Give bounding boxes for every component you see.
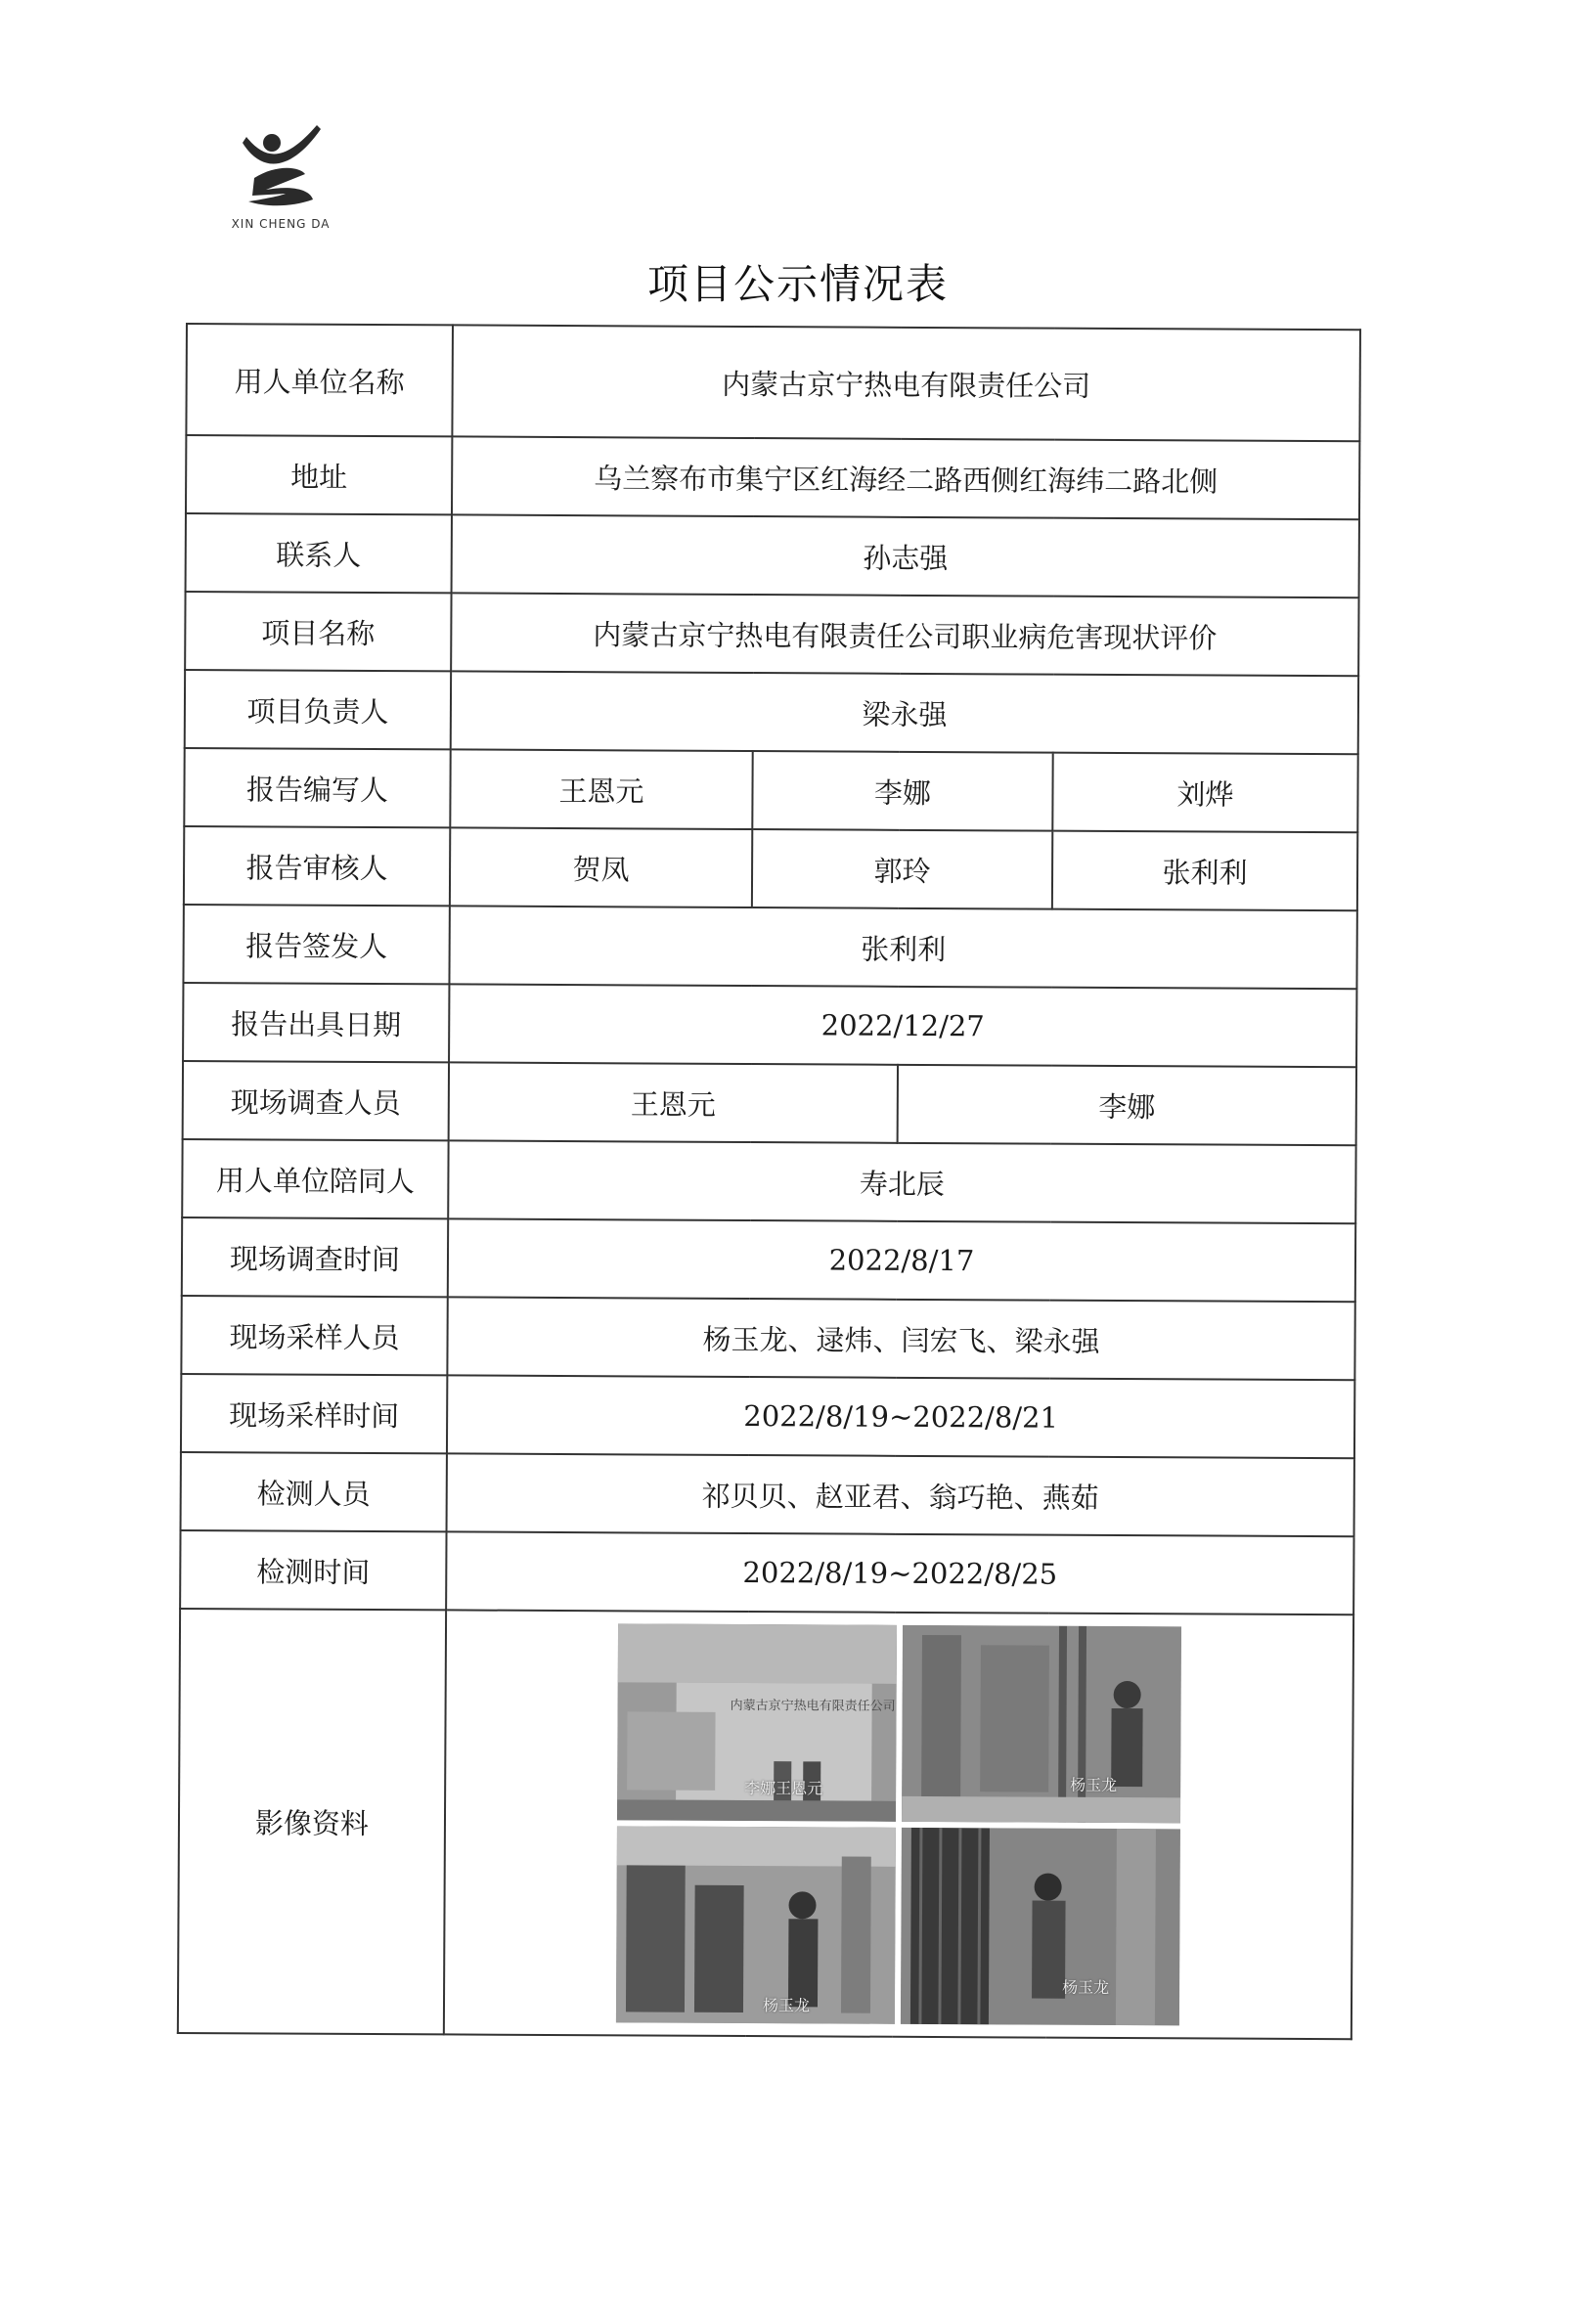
employer-escort-value: 寿北辰 [448,1140,1355,1223]
photo-caption: 杨玉龙 [1070,1775,1118,1795]
site-photo [616,1826,896,2023]
employer-escort-label: 用人单位陪同人 [182,1139,448,1218]
site-photo [902,1625,1181,1823]
report-writers-label: 报告编写人 [184,748,450,827]
sampling-time-label: 现场采样时间 [181,1374,447,1453]
photo-caption: 杨玉龙 [762,1996,811,2015]
table-row [181,1296,1354,1380]
testing-staff-label: 检测人员 [181,1452,447,1531]
survey-time-value: 2022/8/17 [448,1218,1355,1302]
report-signer-label: 报告签发人 [183,905,449,984]
xincheng-logo-icon [227,117,334,225]
table-row [183,983,1356,1067]
address-label: 地址 [186,435,452,514]
employer-label: 用人单位名称 [186,324,453,436]
report-reviewer-1: 贺凤 [450,827,752,907]
testing-time-value: 2022/8/19~2022/8/25 [446,1531,1353,1614]
project-name-label: 项目名称 [185,592,451,671]
table-row [182,1139,1355,1223]
images-label: 影像资料 [178,1609,446,2034]
survey-time-label: 现场调查时间 [182,1217,448,1297]
table-row [180,1530,1353,1614]
site-photo [617,1623,897,1821]
logo-text: XIN CHENG DA [231,217,331,231]
report-date-label: 报告出具日期 [183,983,449,1062]
report-reviewer-3: 张利利 [1052,831,1357,911]
report-writer-1: 王恩元 [450,749,752,829]
table-row [185,592,1358,676]
report-writer-3: 刘烨 [1052,753,1357,833]
sampling-staff-value: 杨玉龙、逯炜、闫宏飞、梁永强 [447,1297,1354,1380]
project-name-value: 内蒙古京宁热电有限责任公司职业病危害现状评价 [451,593,1358,676]
contact-value: 孙志强 [452,514,1359,597]
project-info-table [177,323,1361,2040]
employer-value: 内蒙古京宁热电有限责任公司 [452,325,1360,441]
sampling-staff-label: 现场采样人员 [181,1296,447,1375]
testing-staff-value: 祁贝贝、赵亚君、翁巧艳、燕茹 [447,1453,1354,1536]
report-writer-2: 李娜 [752,751,1052,831]
photo-caption: 杨玉龙 [1062,1977,1110,1997]
table-row [186,513,1359,597]
table-row [183,1061,1356,1145]
table-row [183,905,1356,989]
address-value: 乌兰察布市集宁区红海经二路西侧红海纬二路北侧 [452,436,1359,519]
table-row [186,435,1359,519]
images-cell [444,1610,1353,2039]
photo-caption: 李娜王恩元 [744,1779,823,1798]
site-photo [901,1828,1180,2025]
report-reviewer-2: 郭玲 [752,829,1052,909]
table-row [182,1217,1355,1302]
report-signer-value: 张利利 [449,906,1356,989]
project-leader-value: 梁永强 [451,671,1358,754]
table-row [181,1452,1354,1536]
photo-sign-text: 内蒙古京宁热电有限责任公司 [730,1698,896,1714]
table-row [181,1374,1354,1458]
contact-label: 联系人 [186,513,452,593]
table-row [178,1609,1353,2039]
report-reviewers-label: 报告审核人 [184,826,450,906]
survey-staff-2: 李娜 [898,1065,1356,1145]
photo-grid [616,1623,1181,2025]
table-row [184,826,1357,910]
sampling-time-value: 2022/8/19~2022/8/21 [447,1375,1354,1458]
table-row [186,324,1360,441]
testing-time-label: 检测时间 [180,1530,446,1610]
table-row [185,670,1358,754]
table-row [184,748,1357,832]
report-date-value: 2022/12/27 [449,984,1356,1067]
survey-staff-label: 现场调查人员 [183,1061,449,1140]
survey-staff-1: 王恩元 [449,1062,898,1142]
project-leader-label: 项目负责人 [185,670,451,749]
page-title: 项目公示情况表 [646,260,949,308]
